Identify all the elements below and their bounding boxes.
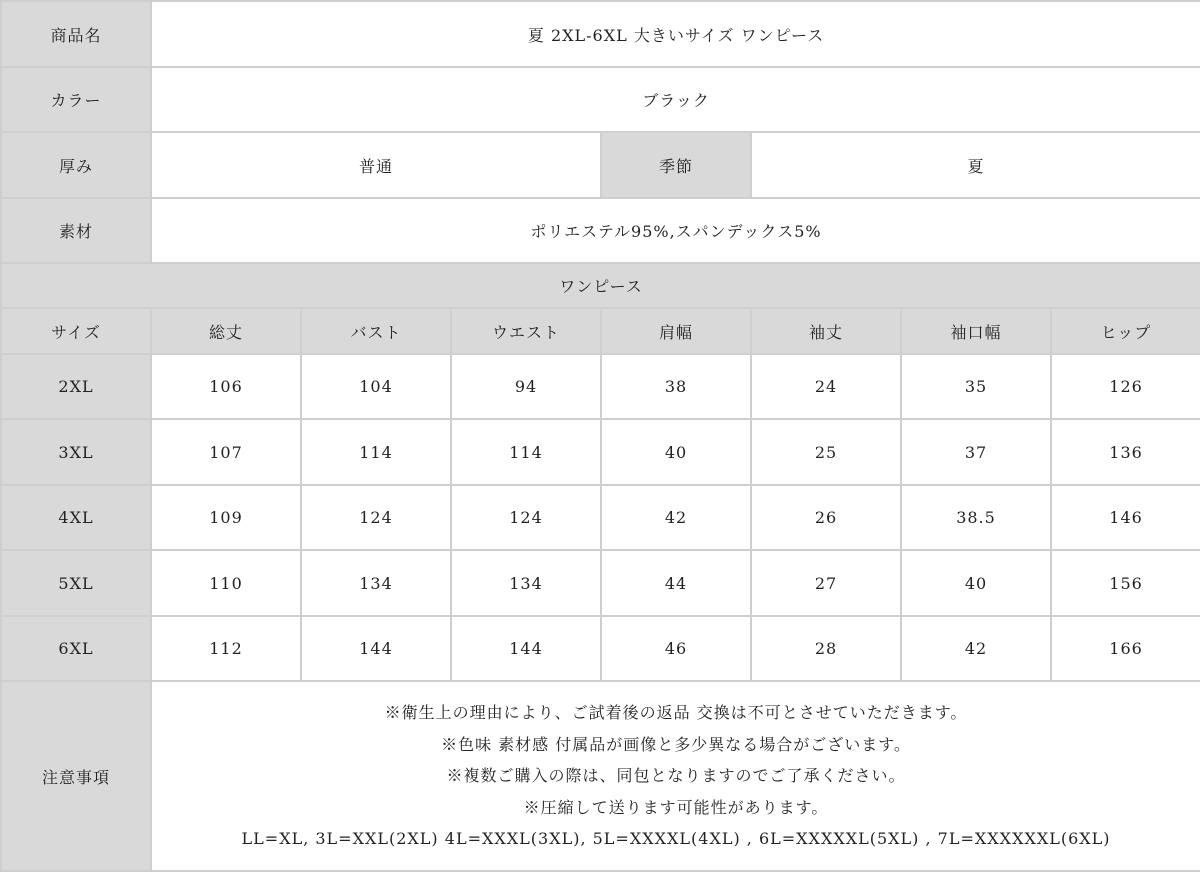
bust-cell: 134 xyxy=(301,550,451,616)
color-label: カラー xyxy=(1,67,151,132)
size-conversion-line: LL=XL, 3L=XXL(2XL) 4L=XXXL(3XL), 5L=XXXXL(4XL) , 6L=XXXXXL(5XL) , 7L=XXXXXXL(6XL) xyxy=(241,829,1111,849)
cuff-width-cell: 38.5 xyxy=(901,485,1051,550)
size-table-title: ワンピース xyxy=(1,263,1200,308)
season-label: 季節 xyxy=(601,132,751,198)
bust-cell: 104 xyxy=(301,354,451,419)
size-table-title-row xyxy=(1,263,1200,308)
thickness-season-row xyxy=(1,132,1200,198)
size-header-row xyxy=(1,308,1200,354)
total-length-cell: 109 xyxy=(151,485,301,550)
thickness-label: 厚み xyxy=(1,132,151,198)
notes-line: ※色味 素材感 付属品が画像と多少異なる場合がございます。 xyxy=(441,734,911,754)
cuff-width-cell: 37 xyxy=(901,419,1051,485)
total-length-cell: 112 xyxy=(151,616,301,681)
product-name-label: 商品名 xyxy=(1,1,151,67)
size-row xyxy=(1,616,1200,681)
header-sleeve-length: 袖丈 xyxy=(751,308,901,354)
hip-cell: 136 xyxy=(1051,419,1200,485)
waist-cell: 114 xyxy=(451,419,601,485)
product-name-value: 夏 2XL-6XL 大きいサイズ ワンピース xyxy=(151,1,1200,67)
material-label: 素材 xyxy=(1,198,151,263)
color-row xyxy=(1,67,1200,132)
product-name-row xyxy=(1,1,1200,67)
hip-cell: 126 xyxy=(1051,354,1200,419)
cuff-width-cell: 35 xyxy=(901,354,1051,419)
notes-line: ※複数ご購入の際は、同包となりますのでご了承ください。 xyxy=(446,766,906,786)
header-bust: バスト xyxy=(301,308,451,354)
cuff-width-cell: 40 xyxy=(901,550,1051,616)
color-value: ブラック xyxy=(151,67,1200,132)
shoulder-width-cell: 42 xyxy=(601,485,751,550)
bust-cell: 124 xyxy=(301,485,451,550)
hip-cell: 156 xyxy=(1051,550,1200,616)
sleeve-length-cell: 24 xyxy=(751,354,901,419)
size-row xyxy=(1,485,1200,550)
header-shoulder-width: 肩幅 xyxy=(601,308,751,354)
hip-cell: 166 xyxy=(1051,616,1200,681)
sleeve-length-cell: 26 xyxy=(751,485,901,550)
total-length-cell: 110 xyxy=(151,550,301,616)
bust-cell: 114 xyxy=(301,419,451,485)
notes-line: ※衛生上の理由により、ご試着後の返品 交換は不可とさせていただきます。 xyxy=(384,703,968,723)
header-size: サイズ xyxy=(1,308,151,354)
shoulder-width-cell: 38 xyxy=(601,354,751,419)
notes-row xyxy=(1,681,1200,871)
header-total-length: 総丈 xyxy=(151,308,301,354)
hip-cell: 146 xyxy=(1051,485,1200,550)
size-row xyxy=(1,354,1200,419)
size-cell: 2XL xyxy=(1,354,151,419)
size-row xyxy=(1,550,1200,616)
header-waist: ウエスト xyxy=(451,308,601,354)
bust-cell: 144 xyxy=(301,616,451,681)
notes-line: ※圧縮して送ります可能性があります。 xyxy=(523,797,829,817)
header-hip: ヒップ xyxy=(1051,308,1200,354)
size-cell: 3XL xyxy=(1,419,151,485)
shoulder-width-cell: 40 xyxy=(601,419,751,485)
cuff-width-cell: 42 xyxy=(901,616,1051,681)
size-cell: 4XL xyxy=(1,485,151,550)
thickness-value: 普通 xyxy=(151,132,601,198)
notes-label: 注意事項 xyxy=(1,681,151,871)
waist-cell: 94 xyxy=(451,354,601,419)
season-value: 夏 xyxy=(751,132,1200,198)
material-row xyxy=(1,198,1200,263)
shoulder-width-cell: 44 xyxy=(601,550,751,616)
size-row xyxy=(1,419,1200,485)
sleeve-length-cell: 27 xyxy=(751,550,901,616)
notes-content xyxy=(151,681,1200,871)
sleeve-length-cell: 28 xyxy=(751,616,901,681)
total-length-cell: 106 xyxy=(151,354,301,419)
shoulder-width-cell: 46 xyxy=(601,616,751,681)
sleeve-length-cell: 25 xyxy=(751,419,901,485)
waist-cell: 124 xyxy=(451,485,601,550)
size-cell: 5XL xyxy=(1,550,151,616)
header-cuff-width: 袖口幅 xyxy=(901,308,1051,354)
material-value: ポリエステル95%,スパンデックス5% xyxy=(151,198,1200,263)
total-length-cell: 107 xyxy=(151,419,301,485)
size-cell: 6XL xyxy=(1,616,151,681)
waist-cell: 144 xyxy=(451,616,601,681)
waist-cell: 134 xyxy=(451,550,601,616)
